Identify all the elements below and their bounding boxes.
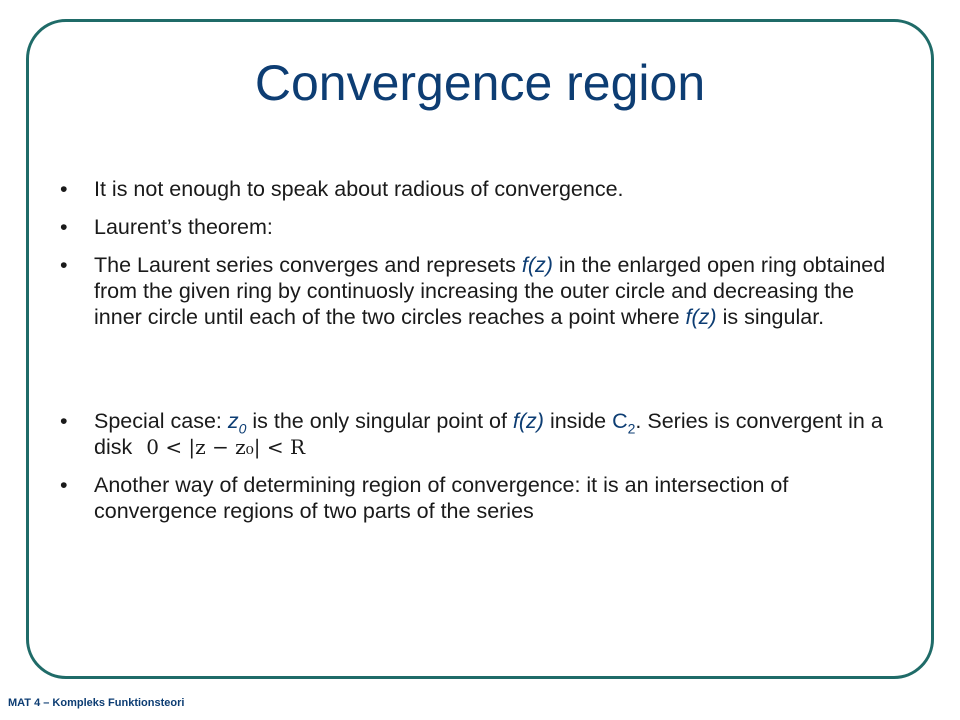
- subscript-zero: 0: [238, 420, 247, 437]
- subscript-two: 2: [627, 420, 636, 437]
- bullet-radius: [58, 176, 898, 202]
- bullet-text: is singular.: [716, 305, 825, 329]
- bullet-text: The Laurent series converges and represets: [94, 253, 522, 277]
- variable-z: z: [227, 409, 239, 433]
- bullet-another-way: [58, 472, 898, 524]
- function-fz: f(z): [521, 253, 553, 277]
- disk-formula: 0 < |z − z₀| < R: [146, 435, 306, 459]
- bullet-text: inside: [543, 409, 613, 433]
- bullet-text: . Series is convergent in a disk: [94, 409, 883, 459]
- bullet-text: in the enlarged open ring obtained from the given ring by continuosly increasing the outer circle and decreasing the inner circle until each of the two circles reaches a point where: [94, 253, 886, 329]
- slide-title: Convergence region: [254, 55, 706, 111]
- bullet-special-case: [58, 408, 898, 460]
- bullet-text: It is not enough to speak about radious of convergence.: [94, 177, 624, 201]
- bullet-text: Laurent’s theorem:: [94, 215, 273, 239]
- bullet-list: [58, 176, 898, 524]
- function-fz: f(z): [512, 409, 544, 433]
- bullet-text: Another way of determining region of convergence: it is an intersection of convergence regions of two parts of the series: [94, 473, 789, 523]
- bullet-text: is the only singular point of: [246, 409, 513, 433]
- bullet-text: Special case:: [94, 409, 228, 433]
- contour-c: C: [612, 409, 628, 433]
- function-fz: f(z): [685, 305, 717, 329]
- bullet-laurent-series: [58, 252, 898, 330]
- footer-course-label: MAT 4 – Kompleks Funktionsteori: [8, 697, 185, 709]
- bullet-laurent-theorem: [58, 214, 898, 240]
